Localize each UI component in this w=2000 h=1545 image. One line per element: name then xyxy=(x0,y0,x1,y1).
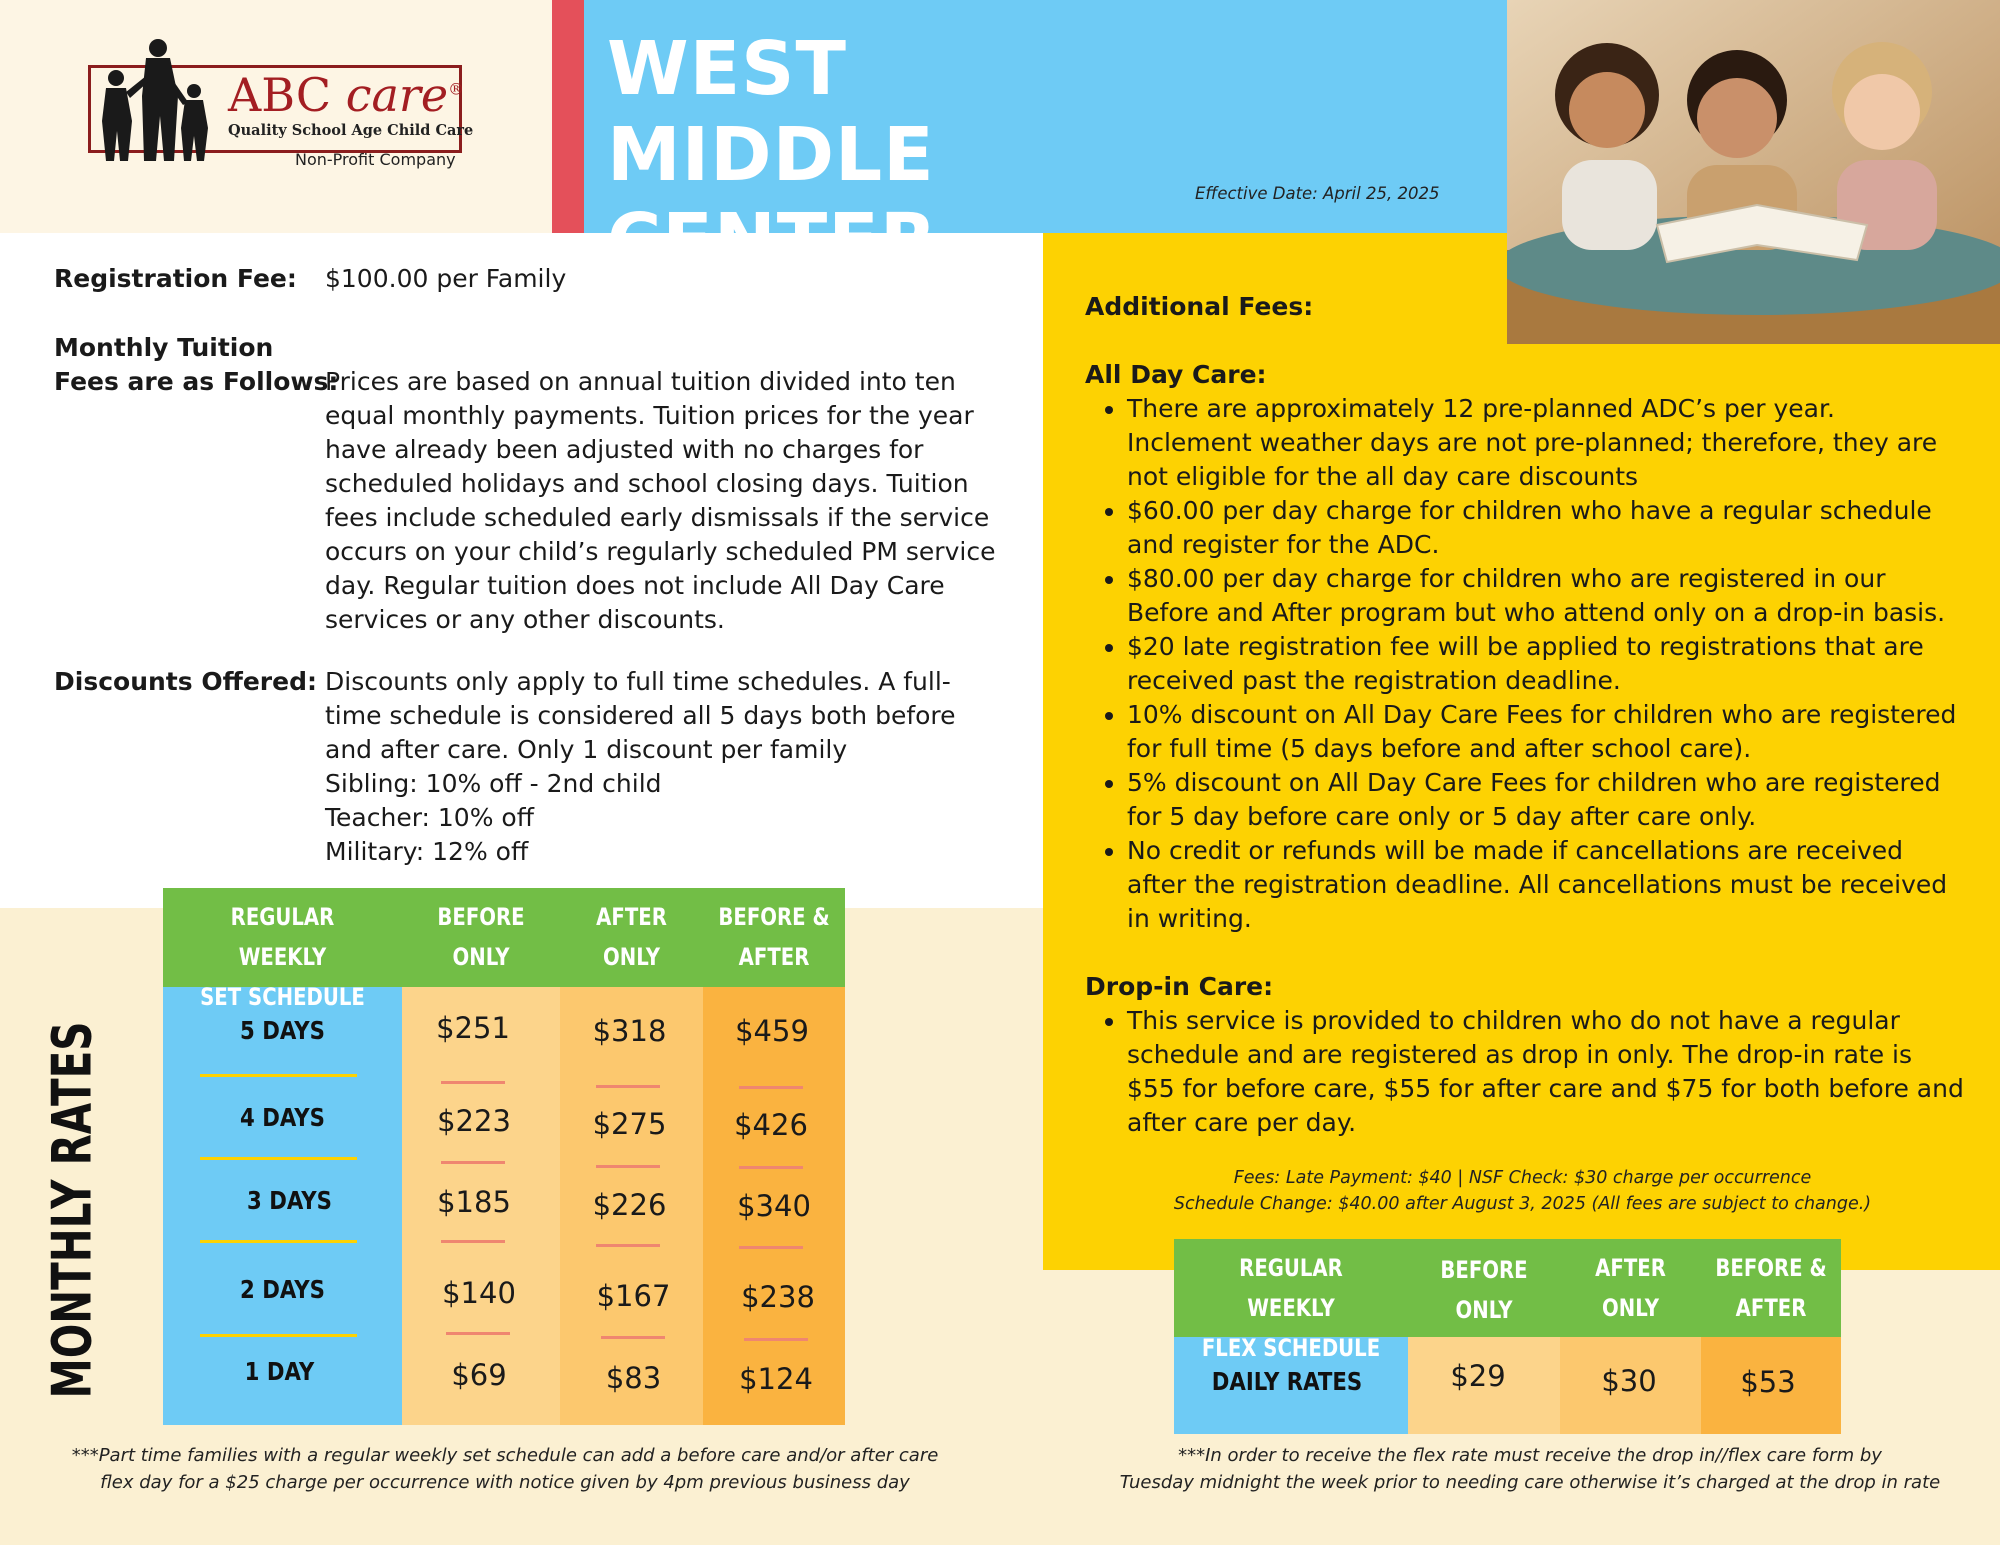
row-divider xyxy=(596,1085,660,1088)
row-divider xyxy=(744,1338,808,1341)
header-after-only: AFTER ONLY xyxy=(596,903,667,971)
row-label-4-days: 4 DAYS xyxy=(240,1103,325,1132)
row-label-2-days: 2 DAYS xyxy=(240,1275,325,1304)
row-divider xyxy=(200,1074,357,1077)
row-divider xyxy=(739,1246,803,1249)
row-divider xyxy=(446,1332,510,1335)
discounts-label: Discounts Offered: xyxy=(54,667,317,696)
rate-2-days-after: $167 xyxy=(596,1279,671,1313)
row-divider xyxy=(596,1165,660,1168)
discount-teacher: Teacher: 10% off xyxy=(325,803,534,832)
monthly-tuition-text: Prices are based on annual tuition divided into ten equal monthly payments. Tuition prices for the year have already been adjusted with no charges for scheduled holidays and school closing days. Tuition fees include scheduled early dismissals if the service occurs on your child’s regularly scheduled PM service day. Regular tuition does not include All Day Care services or any other discounts. xyxy=(325,367,996,634)
additional-fees-heading: Additional Fees: xyxy=(1085,292,1314,321)
page-title: WEST MIDDLE CENTER FEES xyxy=(607,26,938,370)
rate-2-days-before: $140 xyxy=(442,1276,516,1310)
list-item: • 10% discount on All Day Care Fees for children who are registered for full time (5 days before and after school care). xyxy=(1127,698,1965,766)
accent-bar xyxy=(552,0,584,233)
flex-header-after-only: AFTER ONLY xyxy=(1595,1254,1666,1322)
all-day-care-heading: All Day Care: xyxy=(1085,360,1267,389)
registration-fee-value: $100.00 per Family xyxy=(325,264,567,293)
row-divider xyxy=(200,1157,357,1160)
flex-rate-both: $53 xyxy=(1740,1365,1796,1399)
brand-tagline: Quality School Age Child Care xyxy=(228,122,474,139)
header-regular-weekly-set: REGULAR WEEKLY SET SCHEDULE xyxy=(200,903,365,1011)
row-label-1-day: 1 DAY xyxy=(244,1357,315,1386)
flex-rate-after: $30 xyxy=(1601,1364,1657,1398)
monthly-table-footnote: ***Part time families with a regular weekly set schedule can add a before care and/or after care flex day for a $25 charge per occurrence with notice given by 4pm previous business day xyxy=(71,1445,939,1493)
rate-5-days-before: $251 xyxy=(436,1011,510,1045)
rate-3-days-before: $185 xyxy=(437,1185,511,1219)
registration-fee-label: Registration Fee: xyxy=(54,264,297,293)
flex-header-before-only: BEFORE ONLY xyxy=(1440,1256,1528,1324)
rate-1-day-after: $83 xyxy=(605,1361,662,1395)
discount-sibling: Sibling: 10% off - 2nd child xyxy=(325,769,662,798)
drop-in-care-list xyxy=(1085,1004,1965,1140)
flex-header-before-and-after: BEFORE & AFTER xyxy=(1715,1254,1827,1322)
rate-4-days-both: $426 xyxy=(734,1108,808,1142)
effective-date: Effective Date: April 25, 2025 xyxy=(1195,184,1440,203)
row-divider xyxy=(739,1166,803,1169)
list-item: • This service is provided to children who do not have a regular schedule and are registered as drop in only. The drop-in rate is $55 for before care, $55 for after care and $75 for both before and after care per day. xyxy=(1127,1004,1965,1140)
row-divider xyxy=(601,1336,665,1339)
list-item: • $80.00 per day charge for children who are registered in our Before and After program but who attend only on a drop-in basis. xyxy=(1127,562,1965,630)
list-item: • 5% discount on All Day Care Fees for children who are registered for 5 day before care only or 5 day after care only. xyxy=(1127,766,1965,834)
brand-subtitle: Non-Profit Company xyxy=(295,150,456,169)
monthly-tuition-label: Monthly Tuition Fees are as Follows: xyxy=(54,333,339,396)
flex-row-label: DAILY RATES xyxy=(1211,1367,1363,1396)
rate-5-days-both: $459 xyxy=(735,1014,809,1048)
row-label-3-days: 3 DAYS xyxy=(247,1186,332,1215)
rate-3-days-after: $226 xyxy=(592,1188,667,1222)
discounts-text: Discounts only apply to full time schedules. A full-time schedule is considered all 5 days both before and after care. Only 1 discount per family Sibling: 10% off - 2nd child Teacher: 10% off Military: 12% off xyxy=(325,665,1005,869)
row-divider xyxy=(200,1334,357,1337)
rate-5-days-after: $318 xyxy=(592,1014,667,1048)
fees-note: Fees: Late Payment: $40 | NSF Check: $30 charge per occurrence Schedule Change: $40.00 after August 3, 2025 (All fees are subject to change.) xyxy=(1173,1168,1872,1214)
header-before-only: BEFORE ONLY xyxy=(437,903,525,971)
header-before-and-after: BEFORE & AFTER xyxy=(718,903,830,971)
flex-table-footnote: ***In order to receive the flex rate must receive the drop in//flex care form by Tuesday midnight the week prior to needing care otherwise it’s charged at the drop in rate xyxy=(1119,1445,1941,1493)
row-divider xyxy=(739,1086,803,1089)
rate-1-day-before: $69 xyxy=(451,1358,507,1392)
list-item: • There are approximately 12 pre-planned ADC’s per year. Inclement weather days are not pre-planned; therefore, they are not eligible for the all day care discounts xyxy=(1127,392,1965,494)
list-item: • $20 late registration fee will be applied to registrations that are received past the registration deadline. xyxy=(1127,630,1965,698)
flex-header-regular-weekly: REGULAR WEEKLY FLEX SCHEDULE xyxy=(1201,1254,1381,1362)
row-divider xyxy=(200,1240,357,1243)
monthly-rates-label: MONTHLY RATES xyxy=(40,1021,104,1399)
all-day-care-list xyxy=(1085,392,1965,936)
rate-4-days-before: $223 xyxy=(437,1104,511,1138)
flex-rate-before: $29 xyxy=(1450,1359,1506,1393)
row-divider xyxy=(441,1161,505,1164)
list-item: • No credit or refunds will be made if cancellations are received after the registration deadline. All cancellations must be received in writing. xyxy=(1127,834,1965,936)
row-divider xyxy=(441,1240,505,1243)
row-label-5-days: 5 DAYS xyxy=(240,1016,325,1045)
family-silhouette-icon xyxy=(86,36,216,166)
row-divider xyxy=(596,1244,660,1247)
brand-name: ABC care® xyxy=(228,68,465,122)
rate-1-day-both: $124 xyxy=(739,1362,813,1396)
rate-2-days-both: $238 xyxy=(741,1280,815,1314)
discount-military: Military: 12% off xyxy=(325,837,529,866)
row-divider xyxy=(441,1081,505,1084)
rate-4-days-after: $275 xyxy=(592,1107,667,1141)
rate-3-days-both: $340 xyxy=(737,1189,811,1223)
drop-in-care-heading: Drop-in Care: xyxy=(1085,972,1274,1001)
list-item: • $60.00 per day charge for children who have a regular schedule and register for the ADC. xyxy=(1127,494,1965,562)
additional-fees-section xyxy=(1085,290,1965,1140)
